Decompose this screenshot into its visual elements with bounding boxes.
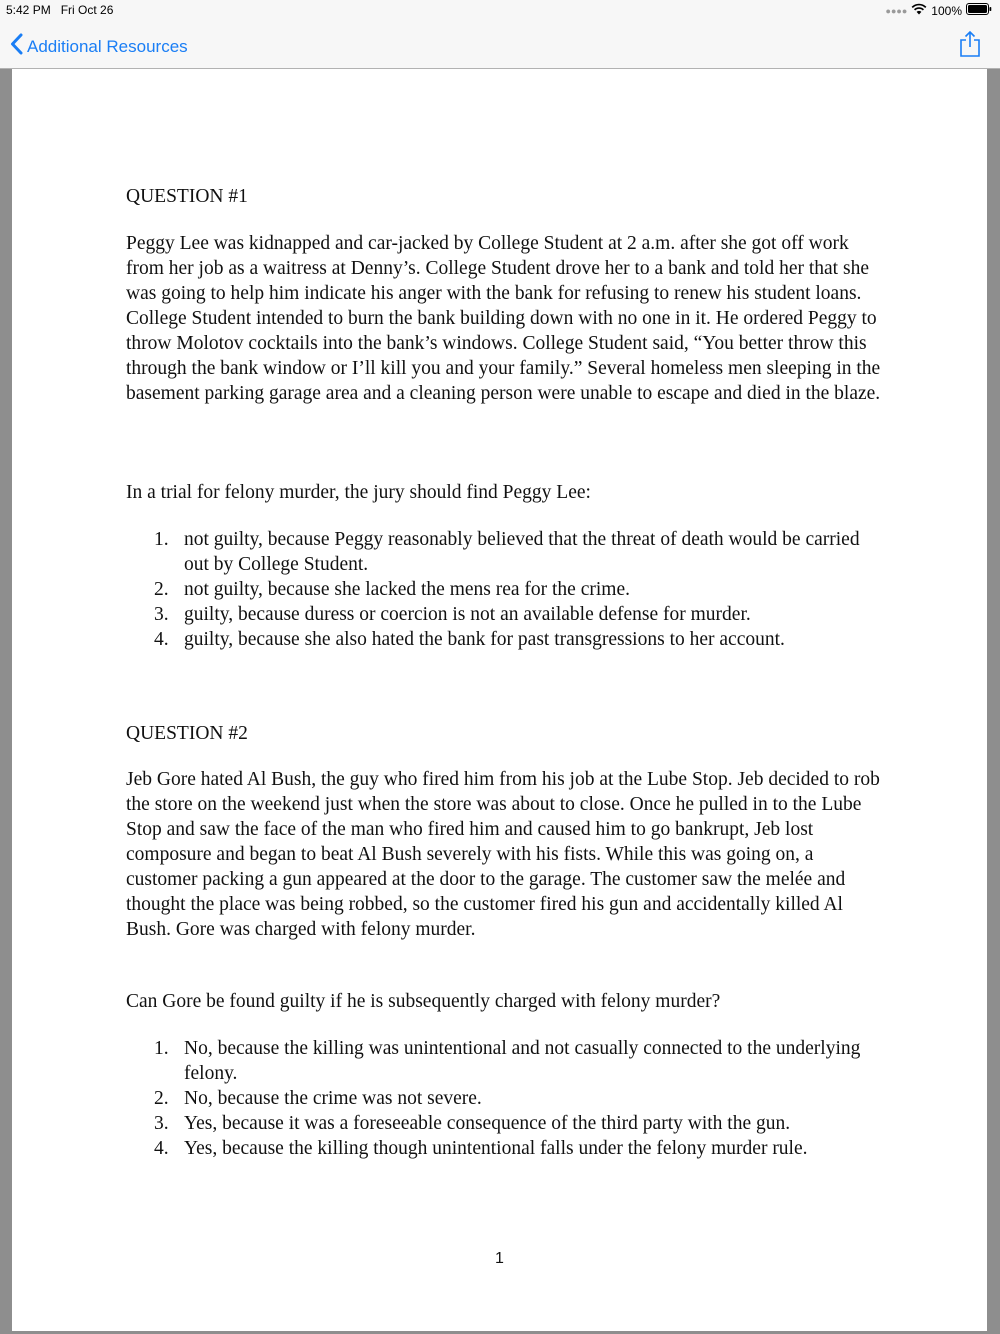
share-icon [958,30,982,58]
question-1-option [126,602,886,627]
option-number: 1. [154,1038,169,1059]
option-number: 1. [154,529,169,550]
document-page [12,69,987,1331]
status-left [6,3,113,17]
navigation-bar [0,20,1000,69]
signal-dots-icon: ●●●● [885,5,908,16]
question-1-option [126,527,886,577]
question-1-options [126,527,886,652]
option-number: 4. [154,1138,169,1159]
question-2-options [126,1036,886,1161]
battery-icon [966,3,992,18]
page-number: 1 [495,1250,504,1267]
option-text: No, because the crime was not severe. [184,1088,482,1109]
option-text: Yes, because the killing though unintentional falls under the felony murder rule. [184,1138,808,1159]
question-1-option [126,627,886,652]
question-2-heading: QUESTION #2 [126,723,248,744]
option-text: guilty, because she also hated the bank for past transgressions to her account. [184,629,785,650]
question-2-option [126,1136,886,1161]
battery-percent: 100% [931,3,962,18]
option-text: guilty, because duress or coercion is not an available defense for murder. [184,604,751,625]
status-time: 5:42 PM [6,3,51,17]
option-number: 3. [154,604,169,625]
option-number: 3. [154,1113,169,1134]
wifi-icon [911,3,927,18]
share-button[interactable] [958,30,982,58]
question-2-option [126,1036,886,1086]
option-text: not guilty, because she lacked the mens rea for the crime. [184,579,630,600]
question-2-option [126,1111,886,1136]
option-number: 4. [154,629,169,650]
document-viewer[interactable] [0,69,1000,1334]
option-text: not guilty, because Peggy reasonably believed that the threat of death would be carried out by College Student. [184,529,860,575]
question-1-prompt: In a trial for felony murder, the jury should find Peggy Lee: [126,482,591,503]
option-text: No, because the killing was unintentional and not casually connected to the underlying felony. [184,1038,861,1084]
question-1-option [126,577,886,602]
status-date: Fri Oct 26 [60,3,114,17]
option-number: 2. [154,1088,169,1109]
question-2-paragraph: Jeb Gore hated Al Bush, the guy who fired him from his job at the Lube Stop. Jeb decided to rob the store on the weekend just when the store was about to close. Once he pulled in to the Lube Stop and saw the face of the man who fired him and caused him to go bankrupt, Jeb lost composure and began to beat Al Bush severely with his fists. While this was going on, a customer packing a gun appeared at the door to the garage. The customer saw the melée and thought the place was being robbed, so the customer fired his gun and accidentally killed Al Bush. Gore was charged with felony murder. [126,769,880,940]
question-1-paragraph: Peggy Lee was kidnapped and car-jacked by College Student at 2 a.m. after she got off work from her job as a waitress at Denny’s. College Student drove her to a bank and told her that she was going to help him indicate his anger with the bank for refusing to renew his student loans. College Student intended to burn the bank building down with no one in it. He ordered Peggy to throw Molotov cocktails into the bank’s windows. College Student said, “You better throw this through the bank window or I’ll kill you and your family.” Several homeless men sleeping in the basement parking garage area and a cleaning person were unable to escape and died in the blaze. [126,233,881,404]
option-number: 2. [154,579,169,600]
status-bar [0,0,1000,20]
question-1-heading: QUESTION #1 [126,186,248,207]
option-text: Yes, because it was a foreseeable consequence of the third party with the gun. [184,1113,791,1134]
back-button[interactable] [10,33,188,60]
back-button-label: Additional Resources [27,36,188,56]
back-chevron-icon [10,33,23,60]
status-right [886,3,992,18]
question-2-option [126,1086,886,1111]
question-2-prompt: Can Gore be found guilty if he is subsequently charged with felony murder? [126,991,721,1012]
